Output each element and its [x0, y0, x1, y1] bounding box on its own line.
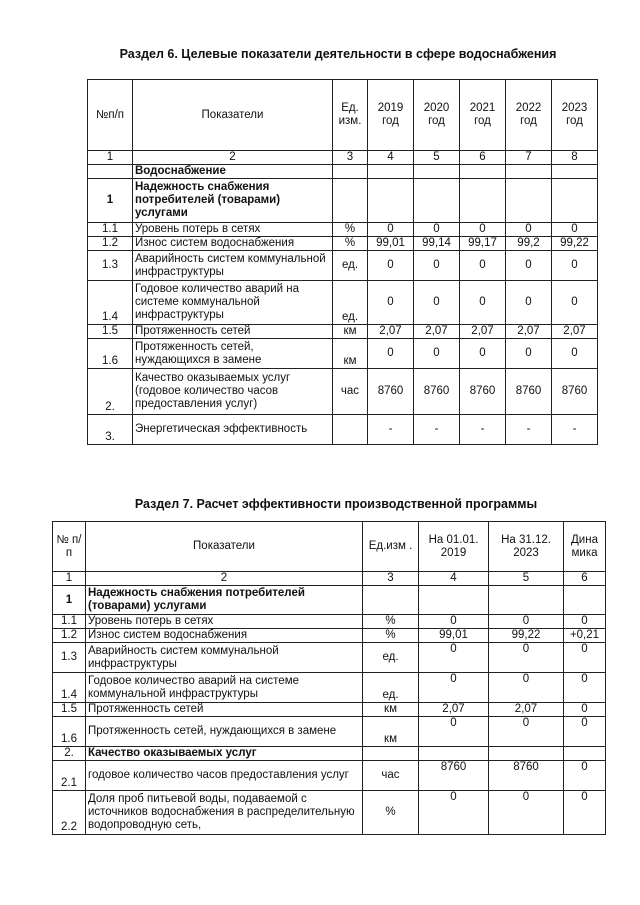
column-number: 7	[506, 151, 552, 165]
value-cell: 0	[414, 251, 460, 281]
value-cell	[368, 179, 414, 223]
value-cell: 0	[460, 251, 506, 281]
row-number	[88, 165, 133, 179]
value-cell: 0	[489, 673, 564, 703]
unit-cell	[333, 415, 368, 445]
column-number: 4	[368, 151, 414, 165]
column-number: 2	[133, 151, 333, 165]
value-cell: 0	[414, 339, 460, 369]
unit-cell	[363, 586, 419, 615]
table-row	[53, 761, 606, 791]
row-number: 1.3	[53, 643, 86, 673]
value-cell: 0	[368, 223, 414, 237]
header-cell: 2022 год	[506, 80, 552, 151]
unit-cell: км	[363, 703, 419, 717]
unit-cell: ед.	[363, 673, 419, 703]
value-cell: 0	[552, 281, 598, 325]
value-cell: 8760	[506, 369, 552, 415]
value-cell: 0	[419, 673, 489, 703]
value-cell: +0,21	[564, 629, 606, 643]
header-cell: 2023 год	[552, 80, 598, 151]
value-cell	[414, 179, 460, 223]
value-cell: 99,22	[552, 237, 598, 251]
table-row	[88, 369, 598, 415]
table-row	[88, 251, 598, 281]
table-header-row	[88, 80, 598, 151]
unit-cell: %	[333, 223, 368, 237]
value-cell: 0	[564, 791, 606, 835]
unit-cell: ед.	[363, 643, 419, 673]
value-cell	[552, 179, 598, 223]
unit-cell: %	[333, 237, 368, 251]
unit-cell: км	[333, 339, 368, 369]
unit-cell	[333, 165, 368, 179]
table-row	[53, 629, 606, 643]
value-cell: 2,07	[489, 703, 564, 717]
value-cell	[552, 165, 598, 179]
row-label: Надежность снабжения потребителей (товарами) услугами	[133, 179, 333, 223]
table-row	[53, 791, 606, 835]
header-cell: Показатели	[86, 522, 363, 572]
row-number: 1	[53, 586, 86, 615]
unit-cell: %	[363, 791, 419, 835]
value-cell: 2,07	[414, 325, 460, 339]
value-cell: 0	[414, 281, 460, 325]
value-cell	[419, 586, 489, 615]
value-cell: 0	[489, 791, 564, 835]
section6-table	[87, 79, 598, 445]
value-cell: 0	[564, 761, 606, 791]
value-cell: 0	[460, 281, 506, 325]
column-number-row	[53, 572, 606, 586]
header-cell: На 31.12. 2023	[489, 522, 564, 572]
table-row	[88, 237, 598, 251]
value-cell: 0	[419, 791, 489, 835]
column-number: 3	[363, 572, 419, 586]
header-cell: 2021 год	[460, 80, 506, 151]
table-row	[53, 586, 606, 615]
value-cell: -	[414, 415, 460, 445]
value-cell: 8760	[552, 369, 598, 415]
row-label: Износ систем водоснабжения	[86, 629, 363, 643]
value-cell: 99,01	[419, 629, 489, 643]
row-number: 1.1	[53, 615, 86, 629]
header-cell: На 01.01. 2019	[419, 522, 489, 572]
value-cell: 0	[419, 717, 489, 747]
value-cell: 0	[368, 251, 414, 281]
value-cell: -	[368, 415, 414, 445]
row-number: 1.2	[88, 237, 133, 251]
value-cell: 0	[564, 703, 606, 717]
column-number: 1	[88, 151, 133, 165]
table-row	[88, 281, 598, 325]
row-number: 1.2	[53, 629, 86, 643]
value-cell: 2,07	[368, 325, 414, 339]
row-number: 1	[88, 179, 133, 223]
row-number: 3.	[88, 415, 133, 445]
value-cell: 99,01	[368, 237, 414, 251]
row-label: Аварийность систем коммунальной инфраструктуры	[86, 643, 363, 673]
column-number: 1	[53, 572, 86, 586]
row-number: 1.6	[88, 339, 133, 369]
value-cell: 99,14	[414, 237, 460, 251]
row-label: Качество оказываемых услуг	[86, 747, 363, 761]
value-cell	[460, 179, 506, 223]
column-number-row	[88, 151, 598, 165]
row-label: Качество оказываемых услуг (годовое количество часов предоставления услуг)	[133, 369, 333, 415]
header-cell: 2020 год	[414, 80, 460, 151]
value-cell: 0	[564, 643, 606, 673]
row-label: Уровень потерь в сетях	[133, 223, 333, 237]
value-cell: 0	[489, 615, 564, 629]
row-number: 1.5	[53, 703, 86, 717]
row-number: 2.	[53, 747, 86, 761]
column-number: 5	[489, 572, 564, 586]
value-cell: 0	[368, 281, 414, 325]
table-row	[88, 325, 598, 339]
value-cell: 0	[419, 615, 489, 629]
table-row	[88, 415, 598, 445]
table-row	[88, 179, 598, 223]
value-cell: 99,17	[460, 237, 506, 251]
row-label: годовое количество часов предоставления услуг	[86, 761, 363, 791]
row-label: Энергетическая эффективность	[133, 415, 333, 445]
row-number: 1.5	[88, 325, 133, 339]
row-label: Уровень потерь в сетях	[86, 615, 363, 629]
column-number: 5	[414, 151, 460, 165]
value-cell: -	[506, 415, 552, 445]
value-cell: -	[552, 415, 598, 445]
value-cell	[506, 165, 552, 179]
value-cell: 2,07	[460, 325, 506, 339]
row-label: Годовое количество аварий на системе коммунальной инфраструктуры	[133, 281, 333, 325]
value-cell	[506, 179, 552, 223]
row-number: 1.3	[88, 251, 133, 281]
unit-cell	[333, 179, 368, 223]
row-label: Годовое количество аварий на системе коммунальной инфраструктуры	[86, 673, 363, 703]
value-cell	[564, 747, 606, 761]
header-cell: Дина мика	[564, 522, 606, 572]
unit-cell	[363, 747, 419, 761]
row-number: 1.4	[88, 281, 133, 325]
value-cell: 0	[489, 643, 564, 673]
unit-cell: %	[363, 615, 419, 629]
value-cell	[414, 165, 460, 179]
unit-cell: %	[363, 629, 419, 643]
header-cell: 2019 год	[368, 80, 414, 151]
section7-table	[52, 521, 606, 835]
column-number: 8	[552, 151, 598, 165]
header-cell: № п/п	[53, 522, 86, 572]
row-label: Износ систем водоснабжения	[133, 237, 333, 251]
header-cell: №п/п	[88, 80, 133, 151]
unit-cell: км	[333, 325, 368, 339]
section6-title: Раздел 6. Целевые показатели деятельности в сфере водоснабжения	[119, 47, 557, 61]
value-cell: 8760	[460, 369, 506, 415]
table-row	[88, 165, 598, 179]
table-row	[53, 643, 606, 673]
value-cell: 0	[552, 251, 598, 281]
value-cell: 2,07	[419, 703, 489, 717]
value-cell: 0	[506, 251, 552, 281]
value-cell	[460, 165, 506, 179]
value-cell: 2,07	[506, 325, 552, 339]
unit-cell: час	[333, 369, 368, 415]
table-row	[53, 673, 606, 703]
row-number: 1.1	[88, 223, 133, 237]
value-cell	[489, 747, 564, 761]
header-cell: Ед. изм.	[333, 80, 368, 151]
value-cell: 99,2	[506, 237, 552, 251]
row-label: Аварийность систем коммунальной инфраструктуры	[133, 251, 333, 281]
row-number: 2.1	[53, 761, 86, 791]
value-cell: 0	[552, 339, 598, 369]
row-label: Протяженность сетей	[86, 703, 363, 717]
value-cell: 0	[368, 339, 414, 369]
table-row	[88, 223, 598, 237]
unit-cell: час	[363, 761, 419, 791]
row-label: Протяженность сетей, нуждающихся в замене	[86, 717, 363, 747]
row-number: 1.6	[53, 717, 86, 747]
value-cell	[564, 586, 606, 615]
row-label: Доля проб питьевой воды, подаваемой с источников водоснабжения в распределительную водопроводную сеть,	[86, 791, 363, 835]
row-number: 1.4	[53, 673, 86, 703]
value-cell: 0	[564, 717, 606, 747]
value-cell: 0	[506, 281, 552, 325]
table-row	[53, 717, 606, 747]
value-cell: 8760	[414, 369, 460, 415]
value-cell: 0	[564, 615, 606, 629]
table-header-row	[53, 522, 606, 572]
row-label: Протяженность сетей, нуждающихся в замене	[133, 339, 333, 369]
value-cell: 8760	[489, 761, 564, 791]
value-cell	[419, 747, 489, 761]
value-cell: 0	[564, 673, 606, 703]
unit-cell: ед.	[333, 251, 368, 281]
header-cell: Ед.изм .	[363, 522, 419, 572]
value-cell	[368, 165, 414, 179]
table-row	[53, 703, 606, 717]
value-cell	[489, 586, 564, 615]
column-number: 6	[460, 151, 506, 165]
row-number: 2.	[88, 369, 133, 415]
section7-title: Раздел 7. Расчет эффективности производственной программы	[134, 497, 538, 511]
table-row	[53, 615, 606, 629]
value-cell: 0	[414, 223, 460, 237]
value-cell: 99,22	[489, 629, 564, 643]
value-cell: 0	[489, 717, 564, 747]
header-cell: Показатели	[133, 80, 333, 151]
column-number: 2	[86, 572, 363, 586]
value-cell: 0	[460, 339, 506, 369]
value-cell: 0	[419, 643, 489, 673]
column-number: 4	[419, 572, 489, 586]
value-cell: -	[460, 415, 506, 445]
value-cell: 2,07	[552, 325, 598, 339]
table-row	[88, 339, 598, 369]
value-cell: 0	[506, 339, 552, 369]
row-label: Надежность снабжения потребителей (товарами) услугами	[86, 586, 363, 615]
row-number: 2.2	[53, 791, 86, 835]
row-label: Водоснабжение	[133, 165, 333, 179]
value-cell: 0	[460, 223, 506, 237]
value-cell: 0	[506, 223, 552, 237]
value-cell: 0	[552, 223, 598, 237]
value-cell: 8760	[419, 761, 489, 791]
unit-cell: ед.	[333, 281, 368, 325]
unit-cell: км	[363, 717, 419, 747]
column-number: 6	[564, 572, 606, 586]
column-number: 3	[333, 151, 368, 165]
row-label: Протяженность сетей	[133, 325, 333, 339]
table-row	[53, 747, 606, 761]
value-cell: 8760	[368, 369, 414, 415]
